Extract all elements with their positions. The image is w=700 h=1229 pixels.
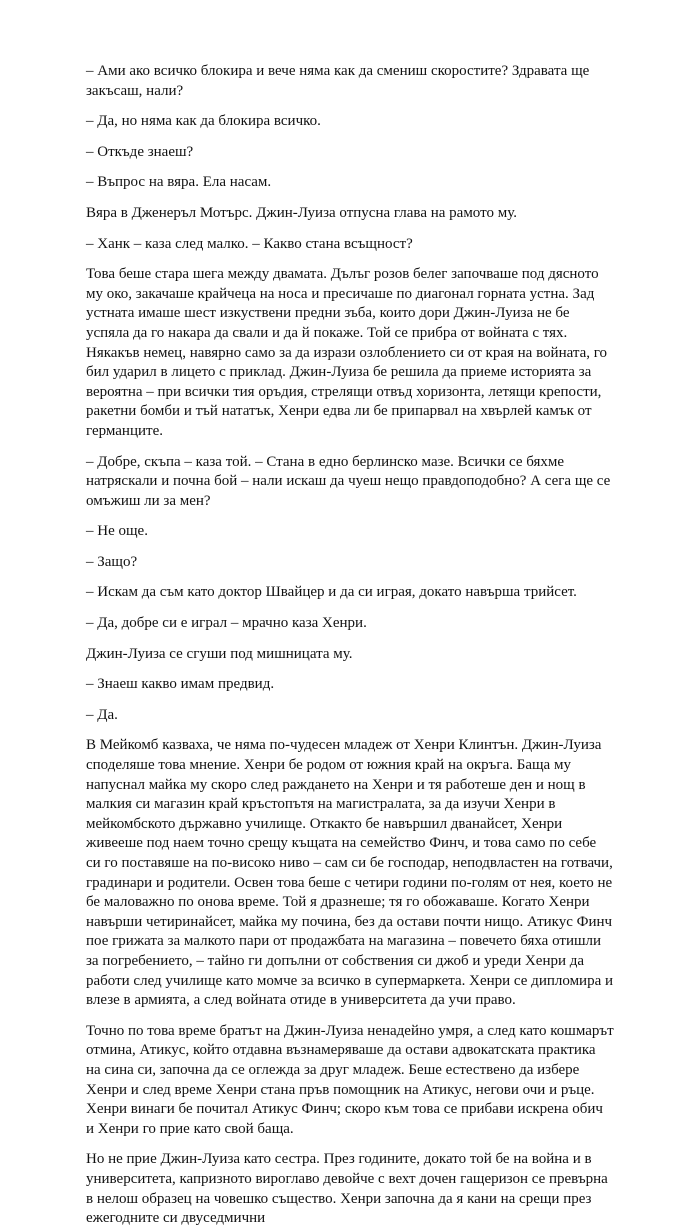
dialogue-paragraph: – Ханк – каза след малко. – Какво стана всъщност? [86, 235, 413, 252]
dialogue-paragraph: – Защо? [86, 553, 138, 570]
dialogue-paragraph: – Въпрос на вяра. Ела насам. [86, 174, 272, 191]
narrative-paragraph: Джин-Луиза се сгуши под мишницата му. [86, 645, 353, 662]
dialogue-paragraph: – Не още. [86, 523, 148, 540]
narrative-paragraph: Това беше стара шега между двамата. Дълъг розов белег започваше под дясното му око, закачаше крайчеца на носа и пресичаше по диагонал горната устна. Зад устната имаше шест изкуствени предни зъба, които дори Джин-Луиза не бе успяла да го накара да свали и да й покаже. Той се прибра от войната с тях. Някакъв немец, навярно само за да изрази озлоблението си от края на войната, го бил ударил в лицето с приклад. Джин-Луиза бе решила да приеме историята за вероятна – при всички тия оръдия, стрелящи отвъд хоризонта, летящи крепости, ракетни бомби и тъй нататък, Хенри едва ли бе припарвал на хвърлей камък от германците. [86, 266, 608, 439]
dialogue-paragraph: – Добре, скъпа – каза той. – Стана в едно берлинско мазе. Всички се бяхме натряскали и почна бой – нали искаш да чуеш нещо правдоподобно? А сега ще се омъжиш ли за мен? [86, 453, 611, 509]
dialogue-paragraph: – Ами ако всичко блокира и вече няма как да смениш скоростите? Здравата ще закъсаш, нали? [86, 63, 590, 99]
dialogue-paragraph: – Да. [86, 706, 118, 723]
dialogue-paragraph: – Откъде знаеш? [86, 143, 194, 160]
narrative-paragraph: В Мейкомб казваха, че няма по-чудесен младеж от Хенри Клинтън. Джин-Луиза споделяше това мнение. Хенри бе родом от южния край на окръга. Баща му напуснал майка му скоро след раждането на Хенри и тя работеше ден и нощ в малкия си магазин край кръстопътя на магистралата, за да изучи Хенри в мейкомбското държавно училище. Откакто бе навършил дванайсет, Хенри живееше под наем точно срещу къщата на семейство Финч, и това само по себе си го поставяше на по-високо ниво – сам си бе господар, неподвластен на готвачи, градинари и родители. Освен това беше с четири години по-голям от нея, което не бе маловажно по онова време. Той я дразнеше; тя го обожаваше. Когато Хенри навърши четиринайсет, майка му почина, без да остави почти нищо. Атикус Финч пое грижата за малкото пари от продажбата на магазина – повечето бяха отишли за погребението, – тайно ги допълни от собствения си джоб и уреди Хенри да работи след училище като момче за всичко в супермаркета. Хенри се дипломира и влезе в армията, а след войната отиде в университета да учи право. [86, 737, 614, 1009]
narrative-paragraph: Точно по това време братът на Джин-Луиза ненадейно умря, а след като кошмарът отмина, Атикус, който отдавна възнамеряваше да остави адвокатската практика на сина си, започна да се оглежда за друг младеж. Беше естествено да избере Хенри и след време Хенри стана пръв помощник на Атикус, негови очи и ръце. Хенри винаги бе почитал Атикус Финч; скоро към това се прибави искрена обич и Хенри го прие като свой баща. [86, 1022, 614, 1137]
dialogue-paragraph: – Знаеш какво имам предвид. [86, 676, 275, 693]
dialogue-paragraph: – Искам да съм като доктор Швайцер и да си играя, докато навърша трийсет. [86, 584, 577, 601]
dialogue-paragraph: – Да, но няма как да блокира всичко. [86, 113, 321, 130]
dialogue-paragraph: – Да, добре си е играл – мрачно каза Хенри. [86, 615, 367, 632]
narrative-paragraph: Но не прие Джин-Луиза като сестра. През годините, докато той бе на война и в университета, капризното вироглаво девойче с вехт дочен гащеризон се превърна в нелош образец на човешко същество. Хенри започна да я кани на срещи през ежегодните си двуседмични [86, 1151, 608, 1227]
narrative-paragraph: Вяра в Дженеръл Мотърс. Джин-Луиза отпусна глава на рамото му. [86, 204, 517, 221]
